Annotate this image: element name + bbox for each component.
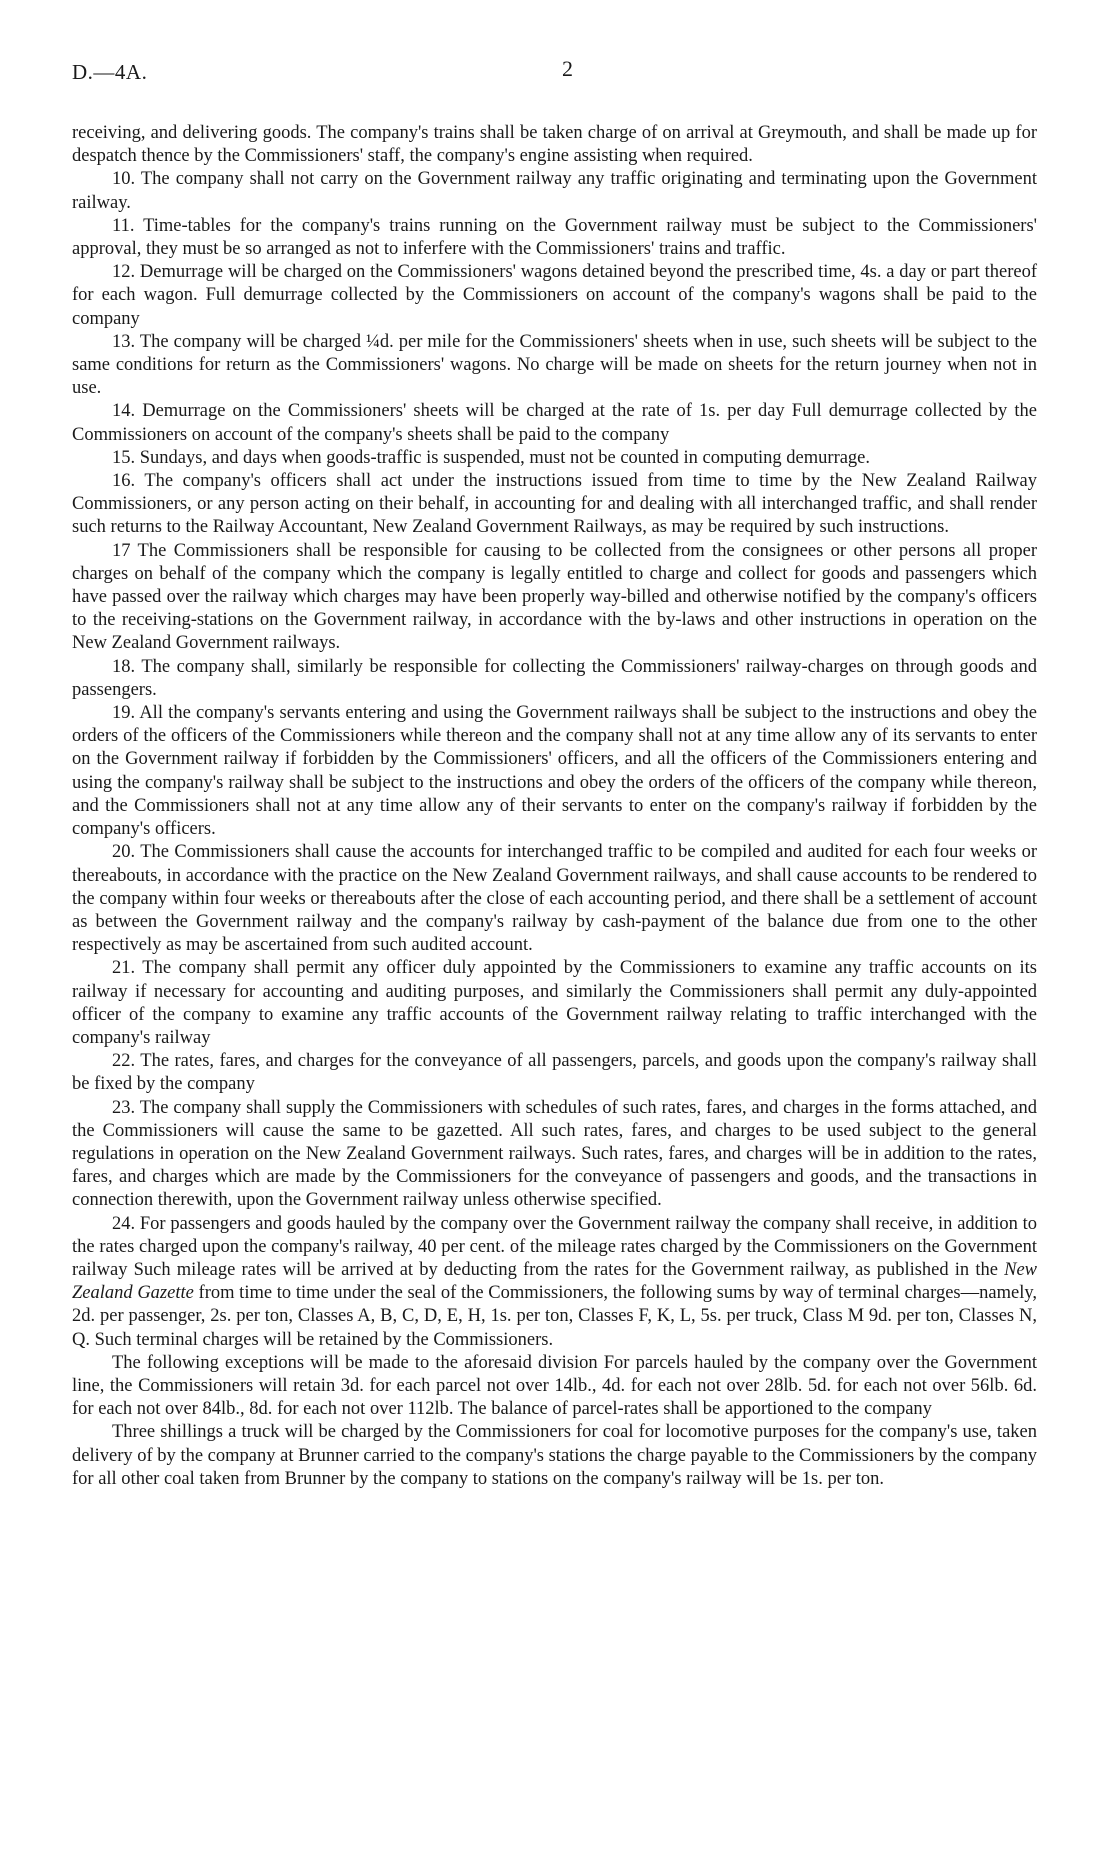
document-body <box>72 122 1037 1491</box>
page-header <box>72 52 1037 92</box>
clause-13: 13. The company will be charged ¼d. per mile for the Commissioners' sheets when in use, such sheets will be subject to the same conditions for return as the Commissioners' wagons. No charge will be made on sheets for the return journey when not in use. <box>72 331 1037 399</box>
clause-14: 14. Demurrage on the Commissioners' sheets will be charged at the rate of 1s. per day Full demurrage collected by the Commissioners on account of the company's sheets shall be paid to the company <box>72 401 1037 445</box>
clause-24-text-start: 24. For passengers and goods hauled by the company over the Government railway the company shall receive, in addition to the rates charged upon the company's railway, 40 per cent. of the mileage rates charged by the Commissioners on the Government railway Such mileage rates will be arrived at by deducting from the rates for the Government railway, as published in the <box>72 1213 1037 1280</box>
clause-15: 15. Sundays, and days when goods-traffic is suspended, must not be counted in computing demurrage. <box>112 447 871 468</box>
clause-24 <box>72 1213 1037 1352</box>
clause-19: 19. All the company's servants entering and using the Government railways shall be subject to the instructions and obey the orders of the officers of the Commissioners while thereon and the company shall not at any time allow any of its servants to enter on the Government railway if forbidden by the Commissioners' officers, and all the officers of the Commissioners entering and using the company's railway shall be subject to the instructions and obey the orders of the officers of the company while thereon, and the Commissioners shall not at any time allow any of their servants to enter on the company's railway if forbidden by the company's officers. <box>72 703 1037 840</box>
clause-18: 18. The company shall, similarly be responsible for collecting the Commissioners' railway-charges on through goods and passengers. <box>72 656 1037 700</box>
clause-11: 11. Time-tables for the company's trains running on the Government railway must be subject to the Commissioners' approval, they must be so arranged as not to inferfere with the Commissioners' trains and traffic. <box>72 215 1037 260</box>
paragraph-continuation: receiving, and delivering goods. The company's trains shall be taken charge of on arrival at Greymouth, and shall be made up for despatch thence by the Commissioners' staff, the company's engine assisting when required. <box>72 123 1037 167</box>
clause-20: 20. The Commissioners shall cause the accounts for interchanged traffic to be compiled and audited for each four weeks or thereabouts, in accordance with the practice on the New Zealand Government railways, and shall cause accounts to be rendered to the company within four weeks or thereabouts after the close of each accounting period, and there shall be a settlement of account as between the Government railway and the company's railway by cash-payment of the balance due from one to the other respectively as may be ascertained from such audited account. <box>72 842 1037 956</box>
clause-17: 17 The Commissioners shall be responsible for causing to be collected from the consignees or other persons all proper charges on behalf of the company which the company is legally entitled to charge and collect for goods and passengers which have passed over the railway which charges may have been properly way-billed and otherwise notified by the company's officers to the receiving-stations on the Government railway, in accordance with the by-laws and other instructions in operation on the New Zealand Government railways. <box>72 540 1037 654</box>
clause-24-text-end: from time to time under the seal of the Commissioners, the following sums by way of terminal charges—namely, 2d. per passenger, 2s. per ton, Classes A, B, C, D, E, H, 1s. per ton, Classes F, K, L, 5s. per truck, Class M 9d. per ton, Classes N, Q. Such terminal charges will be retained by the Commissioners. <box>72 1283 1038 1350</box>
clause-10: 10. The company shall not carry on the Government railway any traffic originating and terminating upon the Government railway. <box>72 169 1037 213</box>
page-number: 2 <box>562 56 573 81</box>
clause-12: 12. Demurrage will be charged on the Commissioners' wagons detained beyond the prescribed time, 4s. a day or part thereof for each wagon. Full demurrage collected by the Commissioners on account of the company's wagons shall be paid to the company <box>72 262 1037 329</box>
coal-charges-paragraph: Three shillings a truck will be charged by the Commissioners for coal for locomotive purposes for the company's use, taken delivery of by the company at Brunner carried to the company's stations the charge payable to the Commissioners by the company for all other coal taken from Brunner by the company to stations on the company's railway will be 1s. per ton. <box>72 1422 1037 1489</box>
clause-22: 22. The rates, fares, and charges for the conveyance of all passengers, parcels, and goods upon the company's railway shall be fixed by the company <box>72 1051 1037 1095</box>
gazette-title: New Zealand Gazette <box>72 1259 1037 1304</box>
parcel-exceptions-paragraph: The following exceptions will be made to the aforesaid division For parcels hauled by the company over the Government line, the Commissioners will retain 3d. for each parcel not over 14lb., 4d. for each not over 28lb. 5d. for each not over 56lb. 6d. for each not over 84lb., 8d. for each not over 112lb. The balance of parcel-rates shall be apportioned to the company <box>72 1352 1037 1420</box>
clause-16: 16. The company's officers shall act under the instructions issued from time to time by the New Zealand Railway Commissioners, or any person acting on their behalf, in accounting for and dealing with all interchanged traffic, and shall render such returns to the Railway Accountant, New Zealand Government Railways, as may be required by such instructions. <box>72 471 1037 538</box>
clause-21: 21. The company shall permit any officer duly appointed by the Commissioners to examine any traffic accounts on its railway if necessary for accounting and auditing purposes, and similarly the Commissioners shall permit any duly-appointed officer of the company to examine any traffic accounts of the Government railway relating to traffic interchanged with the company's railway <box>72 958 1037 1048</box>
document-reference: D.—4A. <box>72 60 148 84</box>
clause-23: 23. The company shall supply the Commissioners with schedules of such rates, fares, and charges in the forms attached, and the Commissioners will cause the same to be gazetted. All such rates, fares, and charges to be used subject to the general regulations in operation on the New Zealand Government railways. Such rates, fares, and charges will be in addition to the rates, fares, and charges which are made by the Commissioners for the conveyance of passengers and goods, and the transactions in connection therewith, upon the Government railway unless otherwise specified. <box>72 1097 1037 1211</box>
